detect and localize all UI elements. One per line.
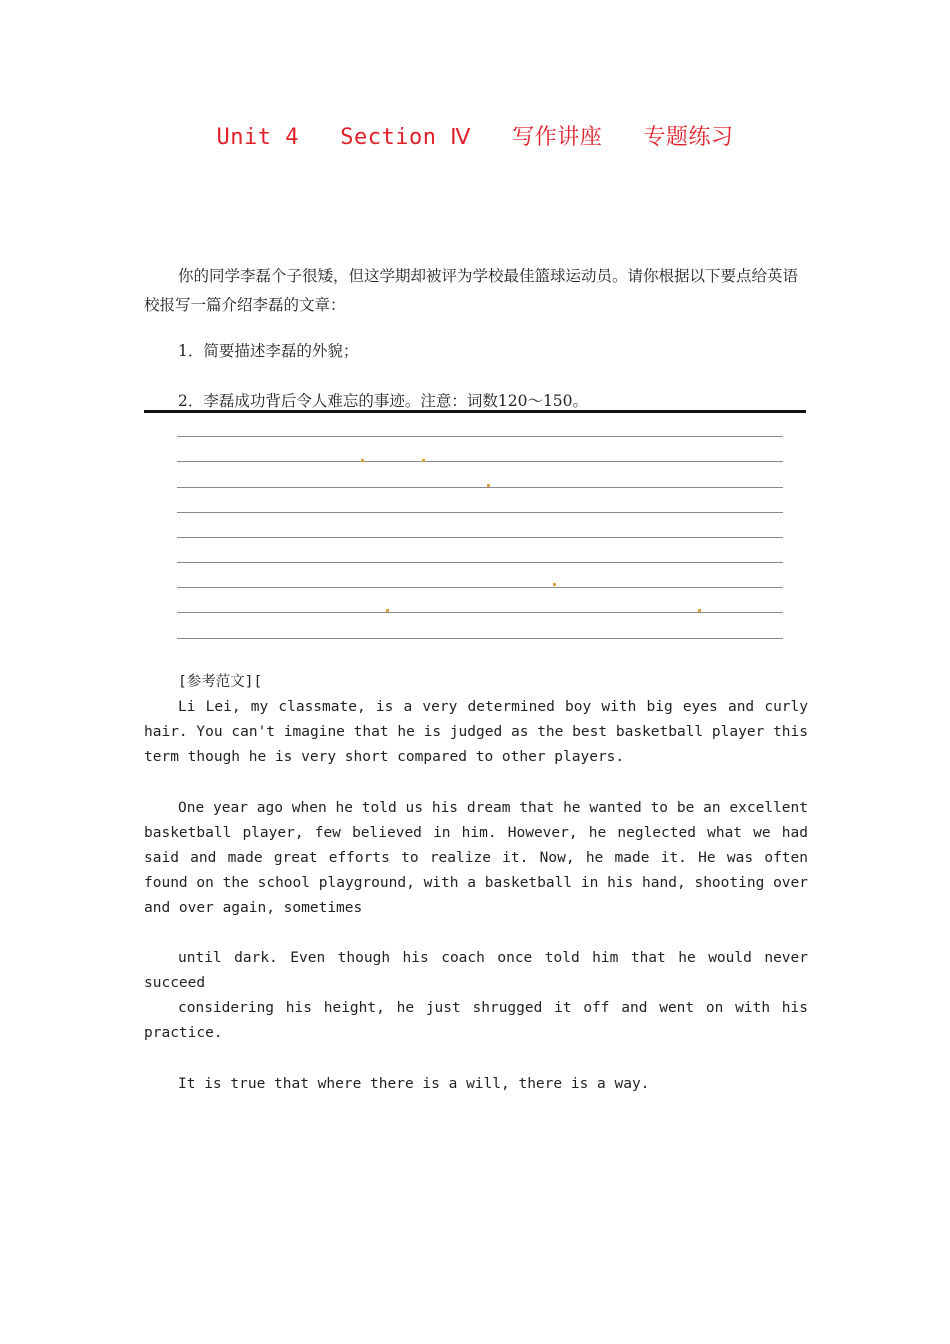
title-unit: Unit 4 [216,125,299,150]
title-section: Section Ⅳ [340,125,471,150]
reference-paragraph-3a: until dark. Even though his coach once told him that he would never succeed [144,950,808,991]
reference-paragraph-1: Li Lei, my classmate, is a very determined boy with big eyes and curly hair. You can't imagine that he is judged as the best basketball player this term though he is very short compared to other players. [144,699,808,765]
prompt-point-2: 2．李磊成功背后令人难忘的事迹。注意：词数120～150。 [178,392,589,410]
prompt-intro: 你的同学李磊个子很矮，但这学期却被评为学校最佳篮球运动员。请你根据以下要点给英语校报写一篇介绍李磊的文章： [144,267,799,314]
mark-dot [422,459,425,462]
writing-line [177,562,783,563]
prompt-point-1: 1．简要描述李磊的外貌； [178,342,359,360]
writing-line [177,436,783,437]
reference-heading: [参考范文][ [178,674,263,690]
page-title [0,120,950,151]
writing-line [177,537,783,538]
writing-line [177,487,783,488]
mark-dot [698,609,701,612]
reference-paragraph-4: It is true that where there is a will, there is a way. [178,1076,650,1092]
writing-line [177,612,783,613]
writing-line [177,461,783,462]
writing-line [177,512,783,513]
title-part1: 写作讲座 [512,125,603,150]
reference-paragraph-3b: considering his height, he just shrugged it off and went on with his practice. [144,1000,808,1041]
divider-rule [144,410,806,413]
mark-dot [553,583,556,586]
mark-dot [487,484,490,487]
mark-dot [386,609,389,612]
mark-dot [361,459,364,462]
title-part2: 专题练习 [643,125,734,150]
reference-paragraph-2: One year ago when he told us his dream that he wanted to be an excellent basketball player, few believed in him. However, he neglected what we had said and made great efforts to realize it. Now, he made it. He was often found on the school playground, with a basketball in his hand, shooting over and over again, sometimes [144,800,808,916]
writing-line [177,638,783,639]
writing-line [177,587,783,588]
